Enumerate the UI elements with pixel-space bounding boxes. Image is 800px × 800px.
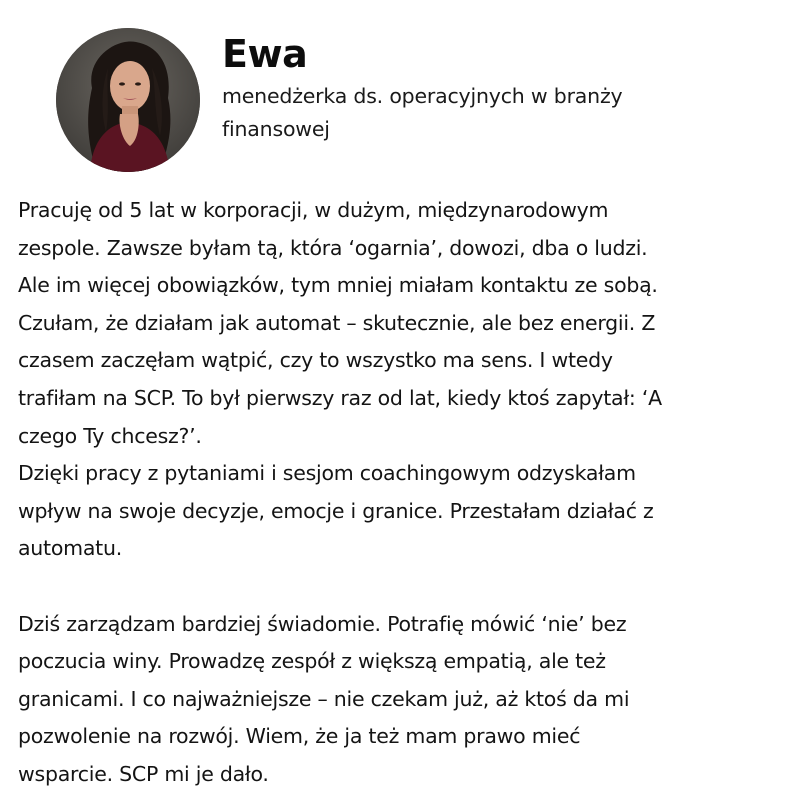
story-line: czego Ty chcesz?’. bbox=[18, 423, 202, 448]
story-line: Dzięki pracy z pytaniami i sesjom coachingowym odzyskałam bbox=[18, 461, 636, 486]
story-line: automatu. bbox=[18, 536, 122, 561]
story-line: wpływ na swoje decyzje, emocje i granice. Przestałam działać z bbox=[18, 498, 654, 523]
story-line: zespole. Zawsze byłam tą, która ‘ogarnia’, dowozi, dba o ludzi. bbox=[18, 235, 648, 260]
profile-role-line: finansowej bbox=[222, 117, 330, 141]
story-line: Dziś zarządzam bardziej świadomie. Potrafię mówić ‘nie’ bez bbox=[18, 611, 627, 636]
profile-role-line: menedżerka ds. operacyjnych w branży bbox=[222, 84, 623, 108]
story-line: trafiłam na SCP. To był pierwszy raz od lat, kiedy ktoś zapytał: ‘A bbox=[18, 385, 662, 410]
story-line: wsparcie. SCP mi je dało. bbox=[18, 761, 269, 786]
story-line: Pracuję od 5 lat w korporacji, w dużym, międzynarodowym bbox=[18, 198, 609, 222]
profile-role bbox=[222, 80, 762, 146]
profile-name: Ewa bbox=[222, 32, 308, 76]
testimonial-text bbox=[18, 192, 793, 794]
story-line: Ale im więcej obowiązków, tym mniej miałam kontaktu ze sobą. bbox=[18, 273, 658, 298]
avatar bbox=[56, 28, 200, 172]
avatar-photo bbox=[56, 28, 200, 172]
story-line: granicami. I co najważniejsze – nie czekam już, aż ktoś da mi bbox=[18, 686, 630, 711]
story-line: czasem zaczęłam wątpić, czy to wszystko ma sens. I wtedy bbox=[18, 348, 613, 373]
story-line: poczucia winy. Prowadzę zespół z większą empatią, ale też bbox=[18, 649, 606, 674]
paragraph-gap bbox=[18, 568, 793, 606]
story-line: pozwolenie na rozwój. Wiem, że ja też mam prawo mieć bbox=[18, 724, 581, 749]
story-line: Czułam, że działam jak automat – skutecznie, ale bez energii. Z bbox=[18, 310, 656, 335]
